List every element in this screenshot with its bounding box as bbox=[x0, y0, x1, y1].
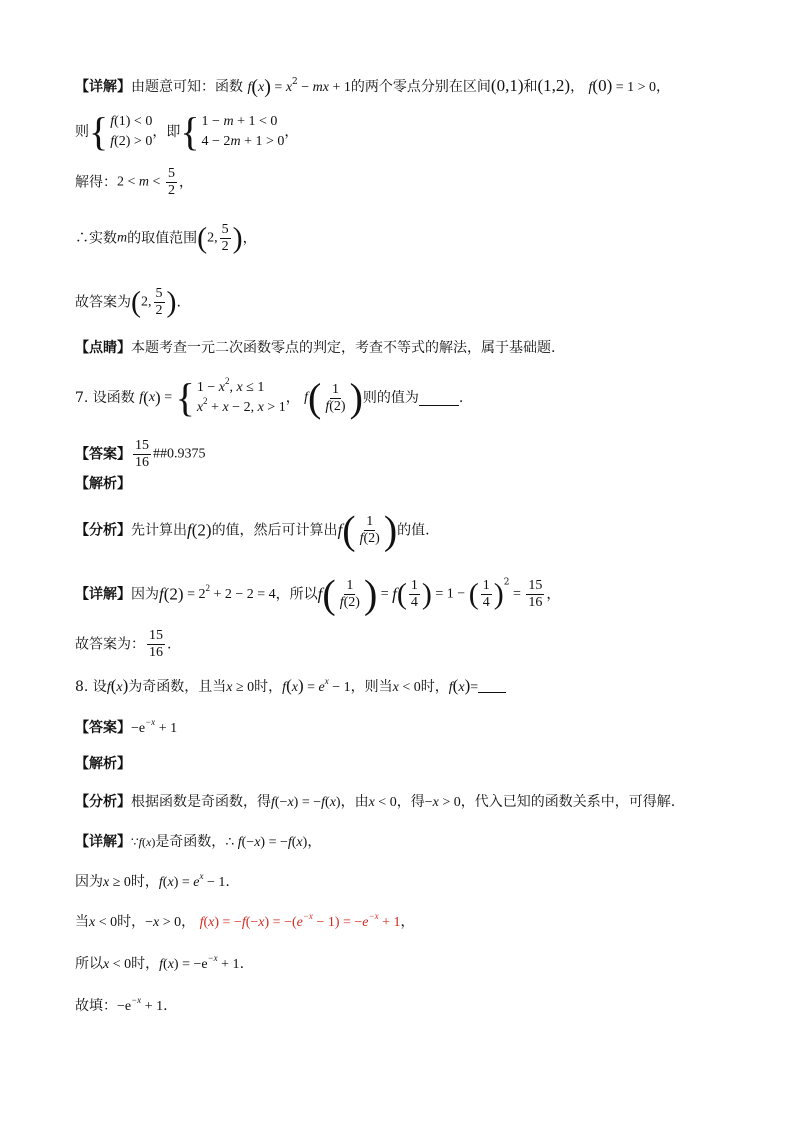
text: ∴实数 bbox=[75, 230, 117, 247]
text: 故答案为 bbox=[75, 294, 131, 311]
text: 时， bbox=[254, 679, 283, 695]
text: 时， bbox=[117, 914, 146, 930]
inequality-system-2: { 1 − m + 1 < 0 4 − 2m + 1 > 0 bbox=[180, 109, 285, 154]
q8-so: 所以x < 0时，$f(x) = -e^{-x} + 1$. bbox=[75, 953, 245, 972]
text: ，所以 bbox=[275, 586, 318, 603]
text: 因为 bbox=[75, 874, 103, 890]
q7-fenxi: 【分析】先计算出f(2)的值，然后可计算出f( $\frac{1}{f(2)}$ )的值. bbox=[75, 507, 430, 553]
sec6-range-line: ∴实数m的取值范围(2, $\frac{5}{2}$ )， bbox=[75, 221, 257, 255]
inequality-system-1: { f(1) < 0 f(2) > 0 bbox=[89, 109, 153, 154]
highlighted-derivation: $f(x) = -f(-x) = -(e^{-x} - 1) = -e^{-x} + 1$ bbox=[199, 911, 401, 930]
sec6-system-line: 则 { f(1) < 0 f(2) > 0 ，即 { 1 − m + 1 < 0 4 − 2m + 1 > 0 ， bbox=[75, 109, 299, 154]
q7-question: 7. 设函数 f(x) = { $1 - x^2$, x ≤ 1 $x^2 + x - 2$, x > 1 ， f( $\frac{1}{f(2)}$ )则的值为 . bbox=[75, 375, 464, 420]
text: ，即 bbox=[152, 124, 181, 140]
text: ， bbox=[570, 79, 585, 95]
text: 的取值范围 bbox=[127, 230, 198, 247]
q8-detail: 【详解】∵f(x)是奇函数，∴ f(−x) = −f(x)， bbox=[75, 834, 322, 850]
q7-detail: 【详解】因为$f(2) = 2^2 + 2 - 2 = 4$，所以f( $\frac{1}{f(2)}$ ) = f( $\frac{1}{4}$ ) = 1 − ( $\frac{1}{4}$ )$^2$ = $\frac{15}{16}$ ， bbox=[75, 571, 561, 617]
text: 因为 bbox=[131, 586, 159, 603]
text: 所以 bbox=[75, 956, 103, 972]
q8-when: 当x < 0时，−x > 0， $f(x) = -f(-x) = -(e^{-x} - 1) = -e^{-x} + 1$， bbox=[75, 911, 415, 930]
text: 故填： bbox=[75, 998, 117, 1014]
text: 解得： bbox=[75, 174, 117, 191]
text: 则的值为 bbox=[362, 390, 419, 406]
text: 的值，然后可计算出 bbox=[211, 522, 338, 539]
q8-fenxi: 【分析】根据函数是奇函数，得f(−x) = −f(x)，由x < 0，得−x > 0，代入已知的函数关系中，可得解. bbox=[75, 794, 676, 810]
fenxi-tag: 【分析】 bbox=[75, 522, 131, 539]
text: ，由 bbox=[340, 794, 369, 810]
text: 的值. bbox=[397, 522, 430, 539]
detail-tag: 【详解】 bbox=[75, 79, 131, 95]
text: 故答案为： bbox=[75, 636, 145, 653]
q7-final: 故答案为： $\frac{15}{16}$ . bbox=[75, 628, 172, 660]
text: 时， bbox=[131, 956, 160, 972]
text: 由题意可知：函数 bbox=[131, 79, 243, 95]
answer-blank bbox=[478, 678, 506, 693]
text: 当 bbox=[75, 914, 89, 930]
q7-analysis-tag bbox=[75, 474, 131, 494]
q8-answer: 【答案】$-e^{-x} + 1$ bbox=[75, 717, 178, 736]
answer-alt: ##0.9375 bbox=[153, 446, 206, 462]
sec6-tip-line bbox=[75, 338, 555, 358]
answer-tag: 【答案】 bbox=[75, 720, 131, 736]
sec6-answer-line: 故答案为(2, $\frac{5}{2}$ ). bbox=[75, 285, 181, 319]
q8-question: 8. 设f(x)为奇函数，且当x ≥ 0时，$f(x) = e^x - 1$，则当x < 0时，f(x)= bbox=[75, 676, 506, 698]
sec6-detail-line1: 【详解】由题意可知：函数 $f(x) = x^2$ − mx + 1的两个零点分别在区间(0,1)和(1,2)， f(0) = 1 > 0， bbox=[75, 76, 671, 98]
q8-analysis-tag bbox=[75, 754, 131, 774]
question-number: 7. 设函数 bbox=[75, 390, 135, 406]
text: 则 bbox=[75, 124, 89, 140]
q8-because: 因为x ≥ 0时，$f(x) = e^x - 1$. bbox=[75, 871, 230, 890]
fenxi-tag: 【分析】 bbox=[75, 794, 131, 810]
text: 的两个零点分别在区间 bbox=[350, 79, 491, 95]
question-number: 8. 设 bbox=[75, 679, 107, 695]
q8-fill: 故填：$-e^{-x} + 1$. bbox=[75, 995, 168, 1014]
detail-tag: 【详解】 bbox=[75, 586, 131, 603]
text: 本题考查一元二次函数零点的判定，考查不等式的解法，属于基础题. bbox=[131, 340, 556, 356]
text: 时， bbox=[420, 679, 449, 695]
tip-tag: 【点睛】 bbox=[75, 340, 131, 356]
text: 时， bbox=[130, 874, 159, 890]
q7-answer: 【答案】 $\frac{15}{16}$ ##0.9375 bbox=[75, 438, 206, 470]
detail-tag: 【详解】 bbox=[75, 834, 131, 850]
sec6-solve-line: 解得：2 < m < $\frac{5}{2}$ ， bbox=[75, 166, 193, 198]
analysis-tag: 【解析】 bbox=[75, 756, 131, 772]
text: 先计算出 bbox=[131, 522, 187, 539]
text: ，则当 bbox=[350, 679, 393, 695]
text: 是奇函数， bbox=[155, 834, 226, 850]
text: ，得 bbox=[396, 794, 425, 810]
answer-blank bbox=[419, 391, 459, 406]
text: 根据函数是奇函数，得 bbox=[131, 794, 271, 810]
piecewise-function: { $1 - x^2$, x ≤ 1 $x^2 + x - 2$, x > 1 bbox=[175, 375, 286, 420]
analysis-tag: 【解析】 bbox=[75, 476, 131, 492]
answer-tag: 【答案】 bbox=[75, 446, 131, 463]
text: 和 bbox=[523, 79, 538, 95]
text: 为奇函数，且当 bbox=[128, 679, 227, 695]
text: ，代入已知的函数关系中，可得解. bbox=[460, 794, 676, 810]
